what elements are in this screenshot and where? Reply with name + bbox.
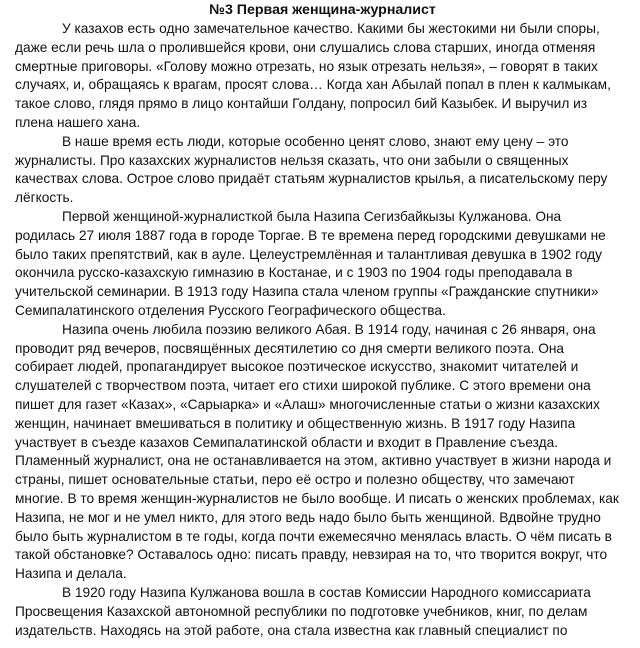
text-line: проводит ряд вечеров, посвящённых десятилетию со дня смерти великого поэта. Она	[15, 340, 565, 356]
text-line: смертные приговоры. «Голову можно отрезать, но язык отрезать нельзя», – говорят в таких	[15, 58, 598, 74]
text-line: собирает людей, пропагандирует высокое поэтическое искусство, знакомит читателей и	[15, 359, 579, 375]
document-title: №3 Первая женщина-журналист	[209, 2, 436, 18]
text-line: родилась 27 июля 1887 года в городе Торгае. В те времена перед городскими девушками не	[15, 227, 606, 243]
text-line: было таких препятствий, как в ауле. Целеустремлённая и талантливая девушка в 1902 году	[15, 246, 602, 262]
paragraph	[15, 20, 630, 133]
text-line: такой обстановке? Оставалось одно: писать правду, невзирая на то, что творится вокруг, что	[15, 547, 608, 563]
text-line: даже если речь шла о пролившейся крови, они слушались слова старших, иногда отменяя	[15, 39, 596, 55]
text-line: Назипа очень любила поэзию великого Абая. В 1914 году, начиная с 26 января, она	[62, 321, 596, 337]
text-line: Семипалатинского отделения Русского Географического общества.	[15, 302, 446, 318]
text-line: случаях, и, обращаясь к врагам, просят слова… Когда хан Абылай попал в плен к калмыкам,	[15, 77, 611, 93]
document-body	[15, 20, 630, 640]
text-line: Просвещения Казахской автономной республики по подготовке учебников, книг, по делам	[15, 603, 588, 619]
text-line: Назипа, не мог и не умел никто, для этого ведь надо было быть женщиной. Вдвойне трудно	[15, 509, 601, 525]
paragraph	[15, 321, 630, 584]
paragraph	[15, 208, 630, 321]
text-line: окончила русско-казахскую гимназию в Костанае, и с 1903 по 1904 годы преподавала в	[15, 265, 573, 281]
text-line: плена нашего хана.	[15, 114, 141, 130]
text-line: слушателей с творчеством поэта, читает его стихи широкой публике. С этого времени она	[15, 378, 591, 394]
text-line: участвует в съезде казахов Семипалатинской области и входит в Правление съезда.	[15, 434, 558, 450]
text-line: журналисты. Про казахских журналистов нельзя сказать, что они забыли о священных	[15, 152, 569, 168]
text-line: многие. В то время женщин-журналистов не было вообще. И писать о женских проблемах, как	[15, 490, 619, 506]
text-line: такое слово, глядя прямо в лицо контайши Голдану, попросил бий Казыбек. И выручил из	[15, 96, 588, 112]
text-line: В 1920 году Назипа Кулжанова вошла в состав Комиссии Народного комиссариата	[62, 584, 591, 600]
text-line: учительской семинарии. В 1913 году Назипа стала членом группы «Гражданские спутники»	[15, 284, 599, 300]
paragraph	[15, 133, 630, 208]
text-line: пишет для газет «Казах», «Сарыарка» и «Алаш» многочисленные статьи о жизни казахских	[15, 396, 600, 412]
text-line: издательств. Находясь на этой работе, она стала известна как главный специалист по	[15, 622, 568, 638]
text-line: страны, пишет основательные статьи, перо её остро и полезно обществу, что замечают	[15, 472, 575, 488]
text-line: В наше время есть люди, которые особенно ценят слово, знают ему цену – это	[62, 133, 569, 149]
text-line: женщин, начинает вмешиваться в политику и общественную жизнь. В 1917 году Назипа	[15, 415, 576, 431]
text-line: Назипа и делала.	[15, 566, 127, 582]
text-line: У казахов есть одно замечательное качество. Какими бы жестокими ни были споры,	[62, 21, 600, 36]
paragraph	[15, 584, 630, 640]
text-line: Первой женщиной-журналисткой была Назипа Сегизбайкызы Кулжанова. Она	[62, 208, 562, 224]
text-line: было быть журналистом в те годы, когда почти ежемесячно менялась власть. О чём писать в	[15, 528, 612, 544]
text-line: качествах слова. Острое слово придаёт статьям журналистов крылья, а писательскому перу	[15, 171, 608, 187]
text-line: лёгкость.	[15, 190, 74, 206]
text-line: Пламенный журналист, она не останавливается на этом, активно участвует в жизни народа и	[15, 453, 612, 469]
